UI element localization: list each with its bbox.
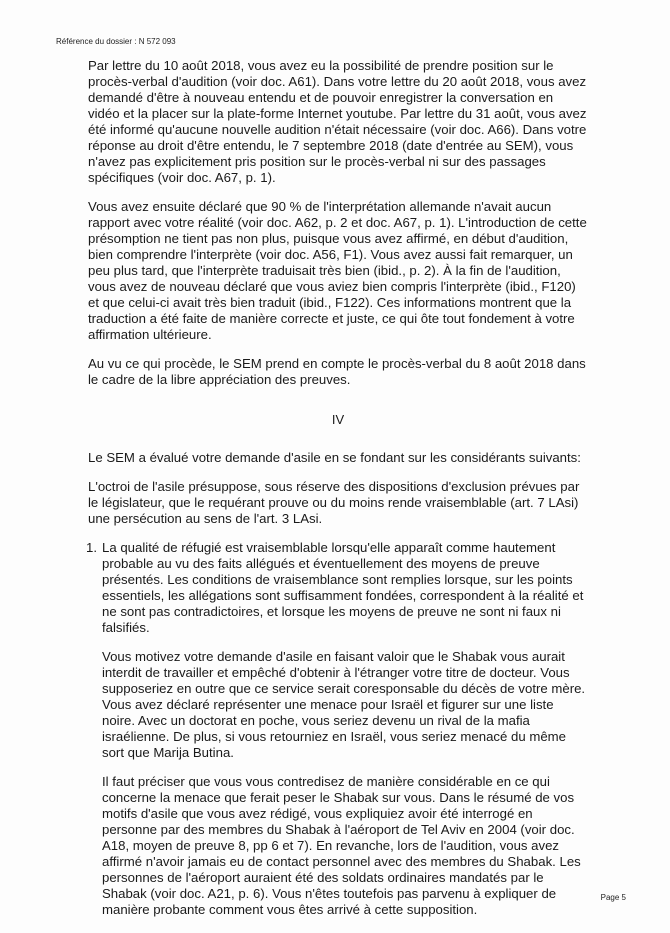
paragraph: L'octroi de l'asile présuppose, sous réserve des dispositions d'exclusion prévues par le législateur, que le requérant prouve ou du moins rende vraisemblable (art. 7 LAsi) une persécution au sens de l'art. 3 LAsi. bbox=[88, 479, 580, 526]
file-reference: Référence du dossier : N 572 093 bbox=[56, 37, 176, 46]
paragraph: Par lettre du 10 août 2018, vous avez eu la possibilité de prendre position sur le procès-verbal d'audition (voir doc. A61). Dans votre lettre du 20 août 2018, vous avez demandé d'être à nouveau entendu et de pouvoir enregistrer la conversation en vidéo et la placer sur la plate-forme Internet youtube. Par lettre du 31 août, vous avez été informé qu'aucune nouvelle audition n'était nécessaire (voir doc. A66). Dans votre réponse au droit d'être entendu, le 7 septembre 2018 (date d'entrée au SEM), vous n'avez pas explicitement pris position sur le procès-verbal ni sur des passages spécifiques (voir doc. A67, p. 1). bbox=[88, 58, 587, 185]
document-body bbox=[88, 58, 588, 931]
paragraph: Vous motivez votre demande d'asile en faisant valoir que le Shabak vous aurait interdit de travailler et empêché d'obtenir à l'étranger votre titre de docteur. Vous supposeriez en outre que ce service serait coresponsable du décès de votre mère. Vous avez déclaré représenter une menace pour Israël et figurer sur une liste noire. Avec un doctorat en poche, vous seriez devenu un rival de la mafia israélienne. De plus, si vous retourniez en Israël, vous seriez menacé du même sort que Marija Butina. bbox=[102, 649, 586, 760]
paragraph: Au vu ce qui procède, le SEM prend en compte le procès-verbal du 8 août 2018 dans le cadre de la libre appréciation des preuves. bbox=[88, 356, 586, 387]
section-number: IV bbox=[331, 412, 345, 427]
paragraph: Il faut préciser que vous vous contredisez de manière considérable en ce qui concerne la menace que ferait peser le Shabak sur vous. Dans le résumé de vos motifs d'asile que vous avez rédigé, vous expliquiez avoir été interrogé en personne par des membres du Shabak à l'aéroport de Tel Aviv en 2004 (voir doc. A18, moyen de preuve 8, pp 6 et 7). En revanche, lors de l'audition, vous avez affirmé n'avoir jamais eu de contact personnel avec des membres du Shabak. Les personnes de l'aéroport auraient été des soldats ordinaires mandatés par le Shabak (voir doc. A21, p. 6). Vous n'êtes toutefois pas parvenu à expliquer de manière probante comment vous êtes arrivé à cette supposition. bbox=[102, 774, 581, 917]
paragraph: La qualité de réfugié est vraisemblable lorsqu'elle apparaît comme hautement probable au vu des faits allégués et éventuellement des moyens de preuve présentés. Les conditions de vraisemblance sont remplies lorsque, sur les points essentiels, les allégations sont suffisamment fondées, correspondent à la réalité et ne sont pas contradictoires, et lorsque les moyens de preuve ne sont ni faux ni falsifiés. bbox=[102, 540, 584, 635]
paragraph: Vous avez ensuite déclaré que 90 % de l'interprétation allemande n'avait aucun rapport avec votre réalité (voir doc. A62, p. 2 et doc. A67, p. 1). L'introduction de cette présomption ne tient pas non plus, puisque vous avez affirmé, en début d'audition, bien comprendre l'interprète (voir doc. A56, F1). Vous avez aussi fait remarquer, un peu plus tard, que l'interprète traduisait très bien (ibid., p. 2). À la fin de l'audition, vous avez de nouveau déclaré que vous aviez bien compris l'interprète (ibid., F120) et que celui-ci avait très bien traduit (ibid., F122). Ces informations montrent que la traduction a été faite de manière correcte et juste, ce qui ôte tout fondement à votre affirmation ultérieure. bbox=[88, 199, 587, 342]
page-number: Page 5 bbox=[600, 893, 626, 902]
numbered-item bbox=[88, 540, 588, 931]
item-body bbox=[102, 540, 588, 931]
paragraph: Le SEM a évalué votre demande d'asile en se fondant sur les considérants suivants: bbox=[88, 450, 581, 465]
item-number: 1. bbox=[86, 540, 97, 555]
